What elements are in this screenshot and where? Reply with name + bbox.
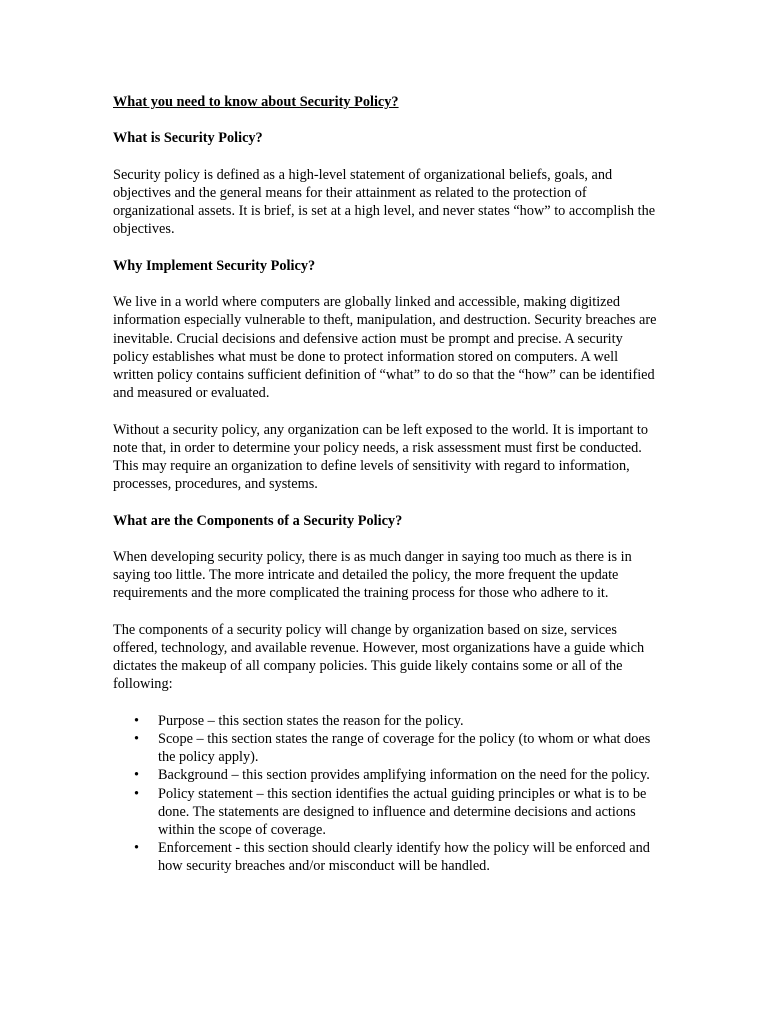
bullet-icon: •	[134, 785, 140, 802]
list-item	[113, 766, 661, 784]
section-heading-components: What are the Components of a Security Policy?	[113, 512, 403, 529]
document-title: What you need to know about Security Policy?	[113, 94, 399, 110]
bullet-icon: •	[134, 730, 140, 747]
section-heading-what-is: What is Security Policy?	[113, 130, 263, 147]
bullet-icon: •	[134, 840, 140, 857]
list-item-text: Enforcement - this section should clearly identify how the policy will be enforced and how security breaches and/or misconduct will be handled.	[158, 840, 650, 875]
paragraph-why-1: We live in a world where computers are globally linked and accessible, making digitized information especially vulnerable to theft, manipulation, and destruction. Security breaches are inevitable. Crucial decisions and defensive action must be prompt and precise. A security policy establishes what must be done to protect information stored on computers. A well written policy contains sufficient definition of “what” to do so that the “how” can be identified and measured or evaluated.	[113, 294, 657, 402]
list-item-text: Purpose – this section states the reason for the policy.	[158, 712, 464, 729]
bullet-icon: •	[134, 767, 140, 784]
paragraph-components-1: When developing security policy, there is as much danger in saying too much as there is in saying too little. The more intricate and detailed the policy, the more frequent the update requirements and the more complicated the training process for those who adhere to it.	[113, 548, 632, 602]
list-item	[113, 730, 661, 766]
document-body	[113, 93, 661, 876]
list-item-text: Background – this section provides amplifying information on the need for the policy.	[158, 767, 650, 784]
paragraph-definition: Security policy is defined as a high-level statement of organizational beliefs, goals, and objectives and the general means for their attainment as related to the protection of organizational assets. It is brief, is set at a high level, and never states “how” to accomplish the objectives.	[113, 166, 656, 238]
list-item-text: Scope – this section states the range of coverage for the policy (to whom or what does the policy apply).	[158, 730, 651, 766]
list-item	[113, 785, 661, 840]
list-item	[113, 839, 661, 875]
paragraph-components-2: The components of a security policy will change by organization based on size, services offered, technology, and available revenue. However, most organizations have a guide which dictates the makeup of all company policies. This guide likely contains some or all of the following:	[113, 621, 645, 693]
bullet-icon: •	[134, 712, 140, 729]
list-item	[113, 712, 661, 730]
section-heading-why-implement: Why Implement Security Policy?	[113, 257, 316, 274]
paragraph-why-2: Without a security policy, any organization can be left exposed to the world. It is important to note that, in order to determine your policy needs, a risk assessment must first be conducted. This may require an organization to define levels of sensitivity with regard to information, processes, procedures, and systems.	[113, 421, 649, 493]
components-list	[113, 712, 661, 876]
list-item-text: Policy statement – this section identifies the actual guiding principles or what is to be done. The statements are designed to influence and determine decisions and actions within the scope of coverage.	[158, 785, 647, 838]
